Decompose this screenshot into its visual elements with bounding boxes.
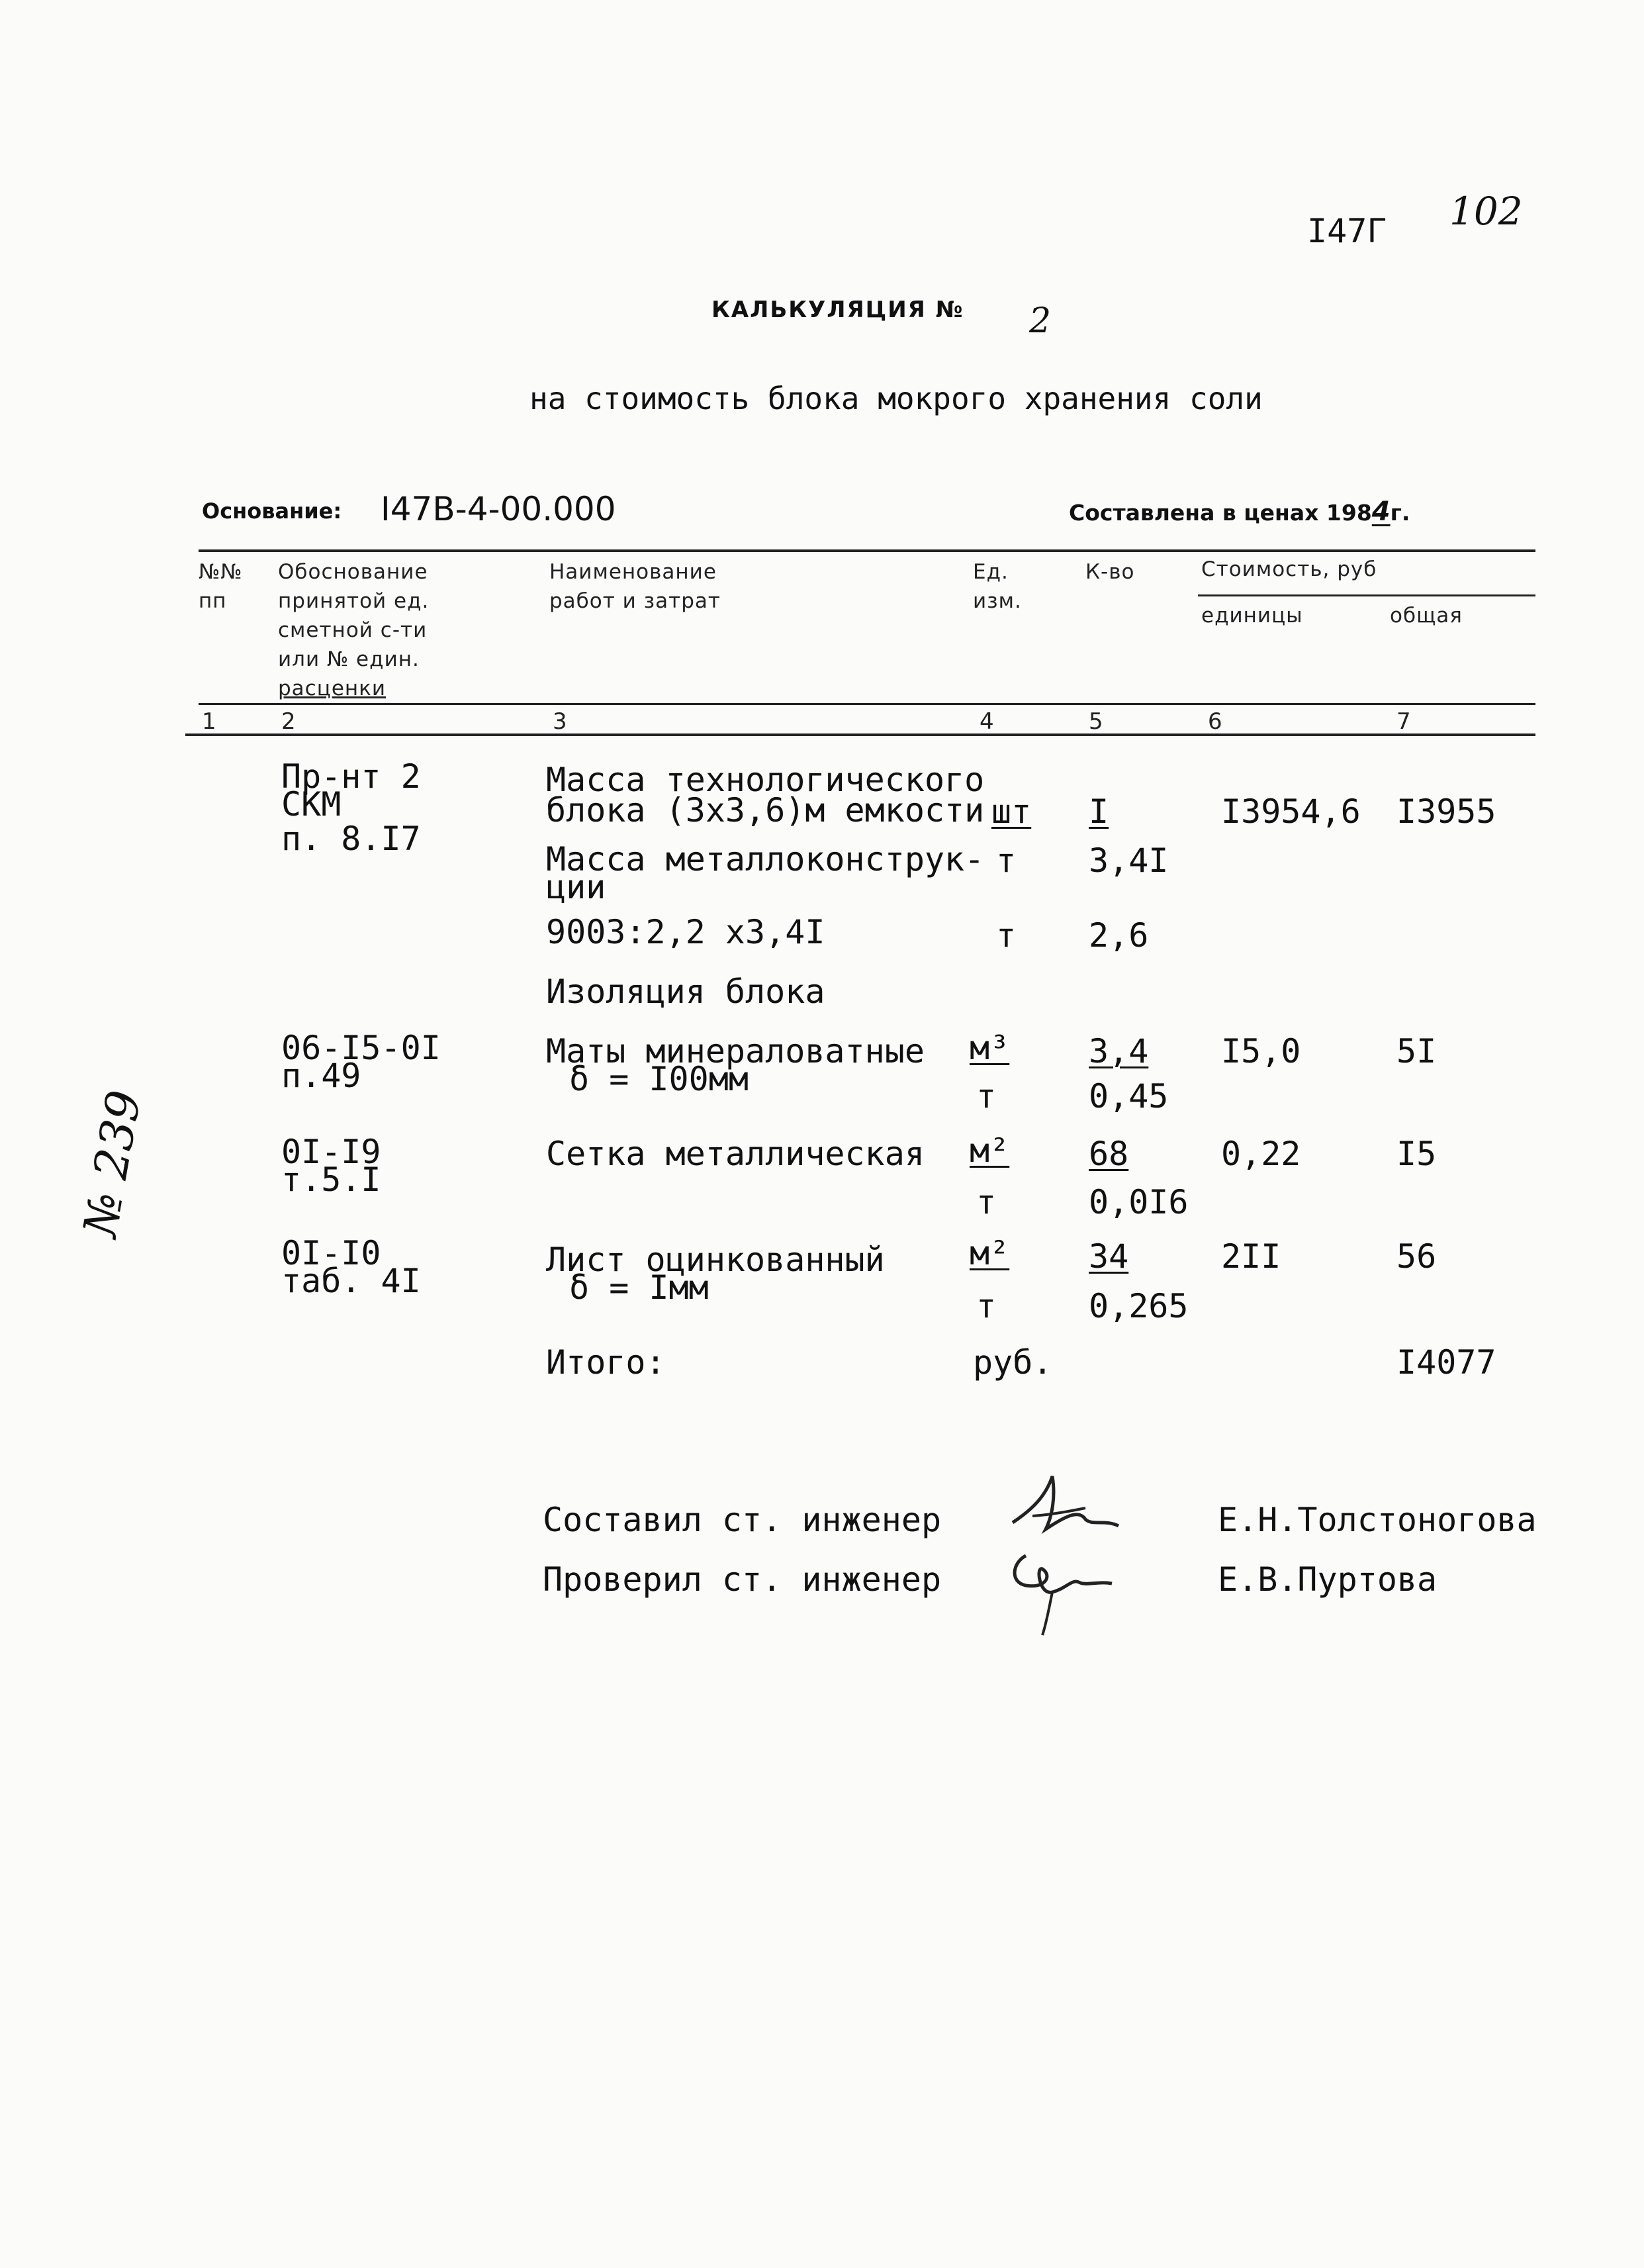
row-quantity: 3,4 xyxy=(1089,1032,1149,1070)
row-quantity-secondary: 0,0I6 xyxy=(1089,1183,1189,1221)
prices-label: Составлена в ценах 198 xyxy=(1069,500,1372,526)
row-quantity: I xyxy=(1089,792,1109,831)
page-number: 102 xyxy=(1449,189,1523,234)
row-quantity: 34 xyxy=(1089,1237,1129,1276)
document-title: КАЛЬКУЛЯЦИЯ № xyxy=(711,297,964,323)
row-unit: м² xyxy=(970,1131,1010,1170)
row-unit: т xyxy=(996,841,1017,880)
row-basis: 0I-I0 таб. 4I xyxy=(281,1234,421,1300)
column-numbers-rule xyxy=(185,733,1535,736)
row-unit-price: I3954,6 xyxy=(1221,792,1361,831)
row-unit-secondary: т xyxy=(976,1183,997,1221)
column-number: 3 xyxy=(553,708,568,735)
row-unit: м² xyxy=(970,1234,1010,1272)
project-code: I47Г xyxy=(1307,212,1387,250)
column-number: 4 xyxy=(980,708,995,735)
column-number: 6 xyxy=(1208,708,1223,735)
table-top-rule xyxy=(199,549,1535,552)
header-col-total-cost: общая xyxy=(1390,604,1463,628)
basis-label: Основание: xyxy=(202,498,342,524)
header-col-unit-cost: единицы xyxy=(1201,604,1303,628)
row-unit: т xyxy=(996,916,1017,955)
row-unit-price: 0,22 xyxy=(1221,1135,1301,1173)
column-number: 7 xyxy=(1396,708,1412,735)
row-basis: 0I-I9 т.5.I xyxy=(281,1133,381,1199)
compiled-by-label: Составил ст. инженер xyxy=(543,1501,942,1539)
checked-by-name: Е.В.Пуртова xyxy=(1218,1560,1438,1599)
row-item-name: Маты минераловатные δ = I00мм xyxy=(546,1032,925,1098)
row-unit: м³ xyxy=(970,1029,1010,1067)
row-quantity: 3,4I xyxy=(1089,841,1169,880)
cost-group-rule xyxy=(1198,594,1535,596)
prices-note xyxy=(1069,496,1410,527)
checked-signature xyxy=(1006,1542,1125,1642)
total-label: Итого: xyxy=(546,1343,666,1382)
section-heading: Изоляция блока xyxy=(546,972,825,1011)
row-unit-secondary: т xyxy=(976,1077,997,1115)
row-unit: шт xyxy=(991,792,1032,831)
row-item-name: 900З:2,2 х3,4I xyxy=(546,913,825,951)
column-number: 2 xyxy=(281,708,297,735)
compiled-signature xyxy=(1006,1470,1125,1542)
row-unit-secondary: т xyxy=(976,1287,997,1325)
header-col-name: Наименование работ и затрат xyxy=(549,560,721,613)
margin-handwritten-note: № 239 xyxy=(73,1086,152,1241)
row-basis: Пр-нт 2 СКМ п. 8.I7 xyxy=(281,757,421,858)
row-item-name: Масса металлоконструк- ции xyxy=(546,840,985,906)
total-value: I4077 xyxy=(1396,1343,1496,1382)
calculation-number: 2 xyxy=(1029,301,1052,341)
row-item-name: Сетка металлическая xyxy=(546,1135,925,1173)
header-col-number: №№ пп xyxy=(199,560,243,613)
row-unit-price: I5,0 xyxy=(1221,1032,1301,1070)
header-col-quantity: К-во xyxy=(1085,560,1135,584)
row-basis: 06-I5-0I п.49 xyxy=(281,1029,441,1095)
row-total-price: 5I xyxy=(1396,1032,1437,1070)
row-total-price: I3955 xyxy=(1396,792,1496,831)
row-quantity: 68 xyxy=(1089,1135,1129,1173)
column-number: 5 xyxy=(1089,708,1104,735)
row-quantity: 2,6 xyxy=(1089,916,1149,955)
prices-year-digit: 4 xyxy=(1371,496,1391,527)
row-item-name: Лист оцинкованный δ = Iмм xyxy=(546,1241,885,1307)
header-cost-group: Стоимость, руб xyxy=(1201,557,1377,581)
row-quantity-secondary: 0,265 xyxy=(1089,1287,1189,1325)
header-col-unit: Ед. изм. xyxy=(973,560,1022,613)
checked-by-label: Проверил ст. инженер xyxy=(543,1560,942,1599)
row-unit-price: 2II xyxy=(1221,1237,1281,1276)
row-total-price: 56 xyxy=(1396,1237,1437,1276)
total-unit: руб. xyxy=(973,1343,1053,1382)
row-item-name: Масса технологического блока (3х3,6)м емкости xyxy=(546,761,985,829)
prices-suffix: г. xyxy=(1390,500,1410,526)
header-bottom-rule xyxy=(199,703,1535,705)
header-col-basis: Обоснование принятой ед. сметной с-ти или № един. расценки xyxy=(278,560,430,700)
row-total-price: I5 xyxy=(1396,1135,1437,1173)
document-subtitle: на стоимость блока мокрого хранения соли xyxy=(529,381,1263,416)
column-number: 1 xyxy=(202,708,217,735)
row-quantity-secondary: 0,45 xyxy=(1089,1077,1169,1115)
basis-value: I47В-4-00.000 xyxy=(381,490,616,528)
compiled-by-name: Е.Н.Толстоногова xyxy=(1218,1501,1537,1539)
